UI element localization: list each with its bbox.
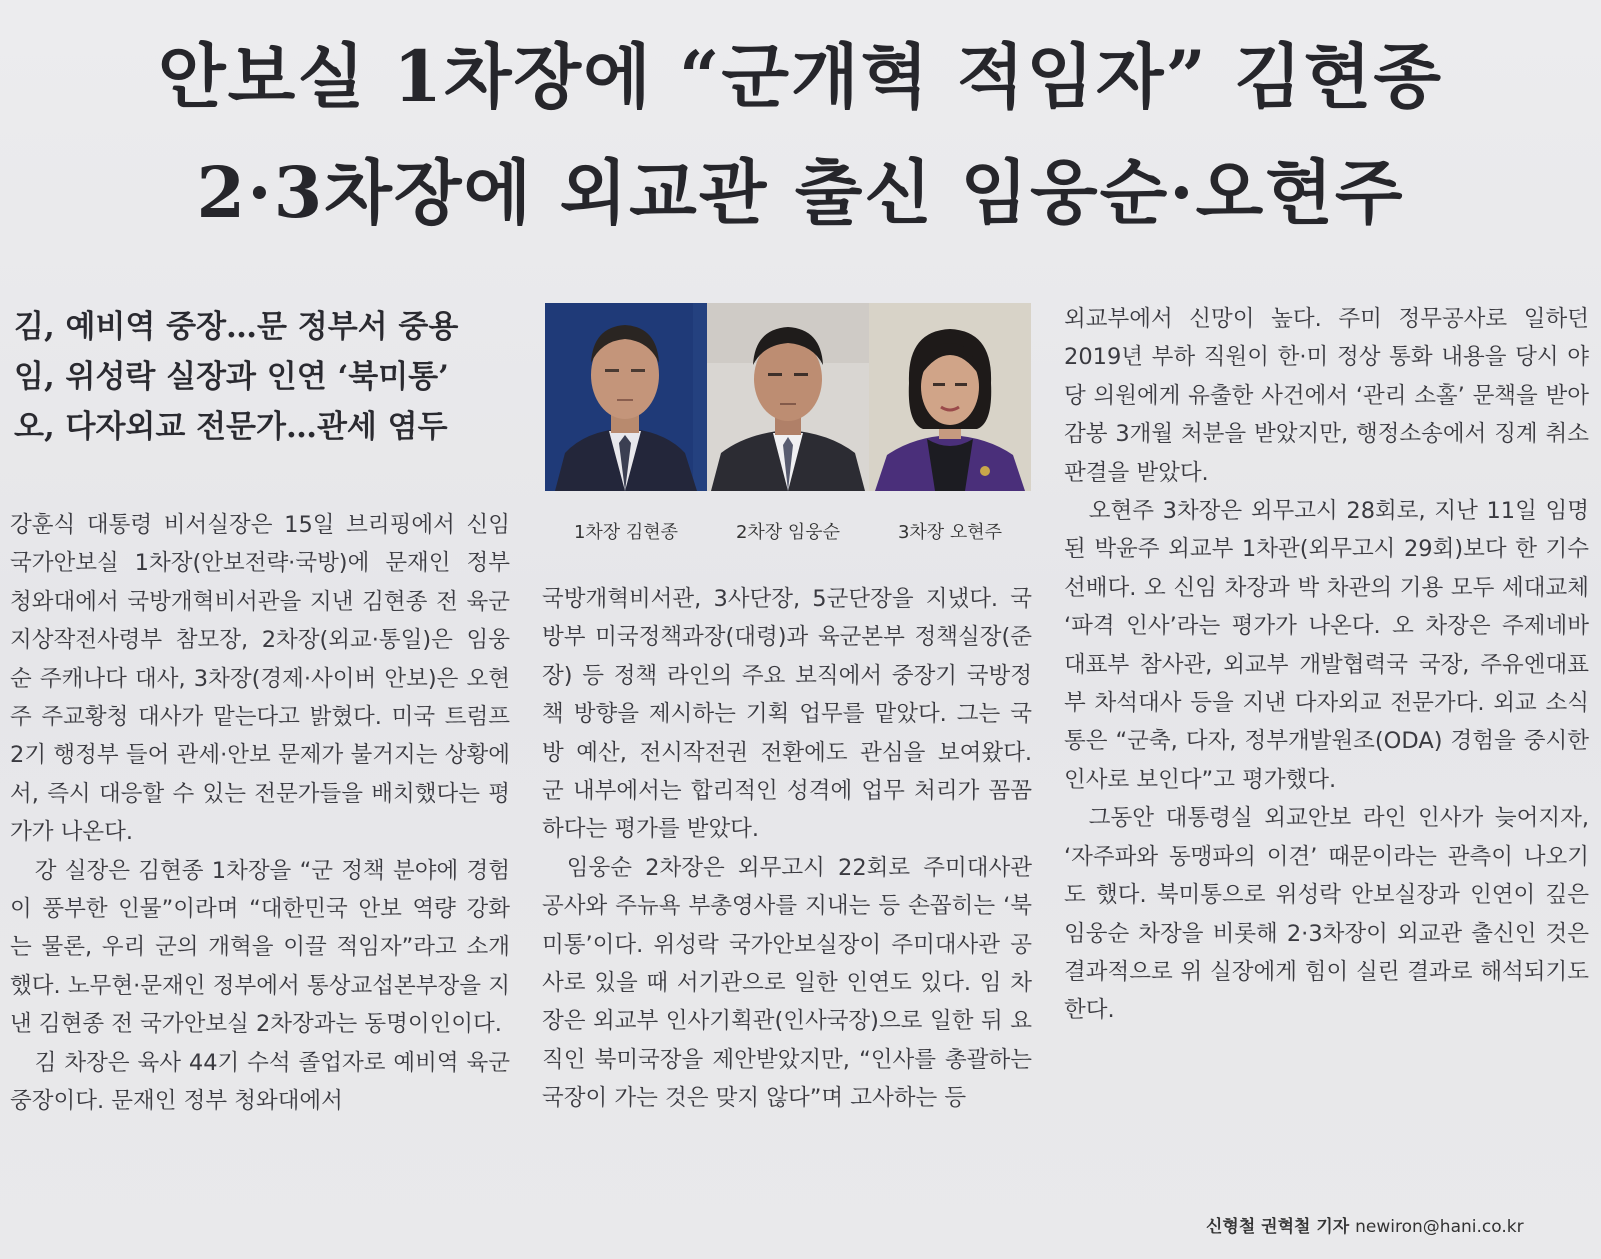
paragraph: 국방개혁비서관, 3사단장, 5군단장을 지냈다. 국방부 미국정책과장(대령)과 육군본부 정책실장(준장) 등 정책 라인의 주요 보직에서 중장기 국방정책 방향을 제시하는 기획 업무를 맡았다. 그는 국방 예산, 전시작전권 전환에도 관심을 보여왔다. 군 내부에서는 합리적인 성격에 업무 처리가 꼼꼼하다는 평가를 받았다. [542,586,1032,843]
caption-1: 1차장 김현종 [573,522,679,543]
portrait-photos [545,303,1031,491]
subheads [14,302,514,452]
article-column-2 [542,580,1032,1256]
subhead-lim: 임, 위성락 실장과 인연 ‘북미통’ [14,359,449,395]
headline-line-2: 2·3차장에 외교관 출신 임웅순·오현주 [196,151,1405,234]
subhead-kim: 김, 예비역 중장…문 정부서 중용 [14,309,459,345]
paragraph: 오현주 3차장은 외무고시 28회로, 지난 11일 임명된 박윤주 외교부 1차관(외무고시 29회)보다 한 기수 선배다. 오 신임 차장과 박 차관의 기용 모두 세대교체 ‘파격 인사’라는 평가가 나온다. 오 차장은 주제네바 대표부 참사관, 외교부 개발협력국 국장, 주유엔대표부 차석대사 등을 지낸 다자외교 전문가다. 외교 소식통은 “군축, 다자, 정부개발원조(ODA) 경험을 중시한 인사로 보인다”고 평가했다. [1064,498,1589,793]
paragraph: 외교부에서 신망이 높다. 주미 정무공사로 일하던 2019년 부하 직원이 한·미 정상 통화 내용을 당시 야당 의원에게 유출한 사건에서 ‘관리 소홀’ 문책을 받아 감봉 3개월 처분을 받았지만, 행정소송에서 징계 취소 판결을 받았다. [1064,306,1589,486]
paragraph: 그동안 대통령실 외교안보 라인 인사가 늦어지자, ‘자주파와 동맹파의 이견’ 때문이라는 관측이 나오기도 했다. 북미통으로 위성락 안보실장과 인연이 깊은 임웅순 차장을 비롯해 2·3차장이 외교관 출신인 것은 결과적으로 위 실장에게 힘이 실린 결과로 해석되기도 한다. [1064,805,1589,1024]
paragraph: 강 실장은 김현종 1차장을 “군 정책 분야에 경험이 풍부한 인물”이라며 “대한민국 안보 역량 강화는 물론, 우리 군의 개혁을 이끌 적임자”라고 소개했다. 노무현·문재인 정부에서 통상교섭본부장을 지낸 김현종 전 국가안보실 2차장과는 동명이인이다. [10,857,510,1038]
portrait-oh-hyunju [869,303,1031,491]
byline-names: 신형철 권혁철 기자 [1206,1217,1350,1237]
portrait-kim-hyunjong [545,303,707,491]
caption-3: 3차장 오현주 [897,522,1003,543]
photo-captions [545,518,1031,544]
paragraph: 강훈식 대통령 비서실장은 15일 브리핑에서 신임 국가안보실 1차장(안보전략·국방)에 문재인 정부 청와대에서 국방개혁비서관을 지낸 김현종 전 육군 지상작전사령부 참모장, 2차장(외교·통일)은 임웅순 주캐나다 대사, 3차장(경제·사이버 안보)은 오현주 주교황청 대사가 맡는다고 밝혔다. 미국 트럼프 2기 행정부 들어 관세·안보 문제가 불거지는 상황에서, 즉시 대응할 수 있는 전문가들을 배치했다는 평가가 나온다. [10,512,510,846]
byline [1206,1212,1524,1237]
paragraph: 김 차장은 육사 44기 수석 졸업자로 예비역 육군 중장이다. 문재인 정부 청와대에서 [10,1049,510,1115]
portrait-lim-woongsoon [707,303,869,491]
caption-2: 2차장 임웅순 [735,522,841,543]
subhead-oh: 오, 다자외교 전문가…관세 염두 [14,409,448,445]
article-column-3 [1064,300,1589,1200]
paragraph: 임웅순 2차장은 외무고시 22회로 주미대사관 공사와 주뉴욕 부총영사를 지내는 등 손꼽히는 ‘북미통’이다. 위성락 국가안보실장이 주미대사관 공사로 있을 때 서기관으로 일한 인연도 있다. 임 차장은 외교부 인사기획관(인사국장)으로 일한 뒤 요직인 북미국장을 제안받았지만, “인사를 총괄하는 국장이 가는 것은 맞지 않다”며 고사하는 등 [542,854,1032,1112]
byline-email[interactable]: newiron@hani.co.kr [1355,1217,1524,1237]
headline-line-1: 안보실 1차장에 “군개혁 적임자” 김현종 [157,35,1443,118]
article-column-1 [10,506,510,1256]
